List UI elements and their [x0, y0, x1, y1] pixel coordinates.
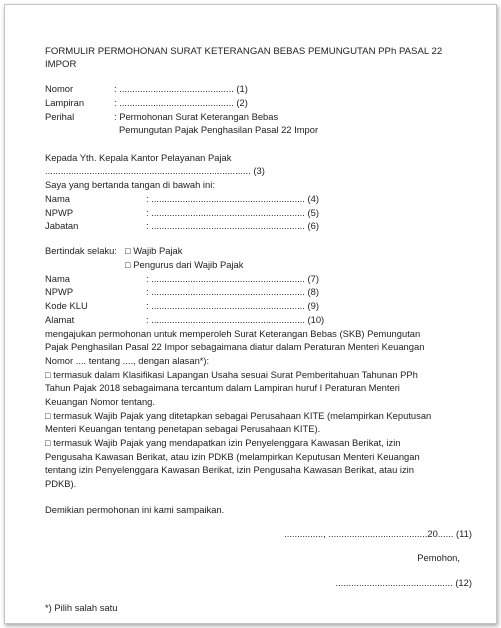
taxpayer-npwp-label: NPWP: [45, 286, 74, 297]
taxpayer-klu-value: : ........................................................... (9): [146, 300, 319, 311]
body-line-5: Tahun Pajak 2018 sebagaimana tercantum dalam Lampiran huruf I Peraturan Menteri: [45, 382, 400, 393]
signer-nama-label: Nama: [45, 193, 71, 204]
acting-as-label: Bertindak selaku:: [45, 245, 117, 256]
body-line-1: mengajukan permohonan untuk memperoleh Surat Keterangan Bebas (SKB) Pemungutan: [45, 328, 421, 339]
taxpayer-nama-label: Nama: [45, 273, 71, 284]
taxpayer-alamat-label: Alamat: [45, 314, 75, 325]
form-title-line-1: FORMULIR PERMOHONAN SURAT KETERANGAN BEBAS PEMUNGUTAN PPh PASAL 22: [45, 46, 443, 57]
option-pengurus-wajib-pajak[interactable]: □ Pengurus dari Wajib Pajak: [125, 259, 244, 270]
recipient-line-1: Kepada Yth. Kepala Kantor Pelayanan Pajak: [45, 152, 232, 163]
body-line-2: Pajak Penghasilan Pasal 22 Impor sebagaimana diatur dalam Peraturan Menteri Keuangan: [45, 341, 425, 352]
body-line-6: Keuangan Nomor tentang.: [45, 396, 155, 407]
reason-option-klu[interactable]: □ termasuk dalam Klasifikasi Lapangan Usaha sesuai Surat Pemberitahuan Tahunan PPh: [45, 369, 418, 380]
body-line-10: Pengusaha Kawasan Berikat, atau izin PDKB (melampirkan Keputusan Menteri Keuangan: [45, 451, 420, 462]
closing-text: Demikian permohonan ini kami sampaikan.: [45, 504, 225, 515]
place-date-line: ..............., ......................................20...... (11): [284, 528, 472, 539]
body-line-12: PDKB).: [45, 478, 77, 489]
reason-option-kawasan-berikat[interactable]: □ termasuk Wajib Pajak yang mendapatkan izin Penyelenggara Kawasan Berikat, izin: [45, 437, 401, 448]
signer-nama-value: : ........................................................... (4): [146, 193, 319, 204]
recipient-line-2: ............................................................................... (3): [45, 165, 265, 176]
taxpayer-alamat-value: : ........................................................... (10): [146, 314, 325, 325]
nomor-value: : ............................................ (1): [114, 83, 248, 94]
lampiran-value: : ............................................ (2): [114, 97, 248, 108]
body-line-8: Menteri Keuangan tentang penetapan sebagai Perusahaan KITE).: [45, 423, 321, 434]
signer-jabatan-label: Jabatan: [45, 220, 79, 231]
perihal-label: Perihal: [45, 111, 75, 122]
taxpayer-npwp-value: : ........................................................... (8): [146, 286, 319, 297]
applicant-label: Pemohon,: [417, 552, 460, 563]
reason-option-kite[interactable]: □ termasuk Wajib Pajak yang ditetapkan sebagai Perusahaan KITE (melampirkan Keputusan: [45, 410, 432, 421]
signer-jabatan-value: : ........................................................... (6): [146, 220, 319, 231]
perihal-value: : Permohonan Surat Keterangan Bebas: [114, 111, 279, 122]
option-wajib-pajak[interactable]: □ Wajib Pajak: [125, 245, 183, 256]
signer-npwp-value: : ........................................................... (5): [146, 207, 319, 218]
lampiran-label: Lampiran: [45, 97, 85, 108]
body-line-11: tentang izin Penyelenggara Kawasan Berikat, izin Pengusaha Kawasan Berikat, atau izin: [45, 464, 414, 475]
nomor-label: Nomor: [45, 83, 74, 94]
form-title-line-2: IMPOR: [45, 59, 77, 70]
footnote: *) Pilih salah satu: [45, 602, 118, 613]
undersigned-intro: Saya yang bertanda tangan di bawah ini:: [45, 179, 215, 190]
form-page: [4, 4, 497, 624]
signer-npwp-label: NPWP: [45, 207, 74, 218]
signature-line: ............................................. (12): [335, 577, 472, 588]
taxpayer-klu-label: Kode KLU: [45, 300, 88, 311]
body-line-3: Nomor .... tentang ...., dengan alasan*):: [45, 355, 210, 366]
taxpayer-nama-value: : ........................................................... (7): [146, 273, 319, 284]
perihal-value-line-2: Pemungutan Pajak Penghasilan Pasal 22 Impor: [119, 124, 319, 135]
